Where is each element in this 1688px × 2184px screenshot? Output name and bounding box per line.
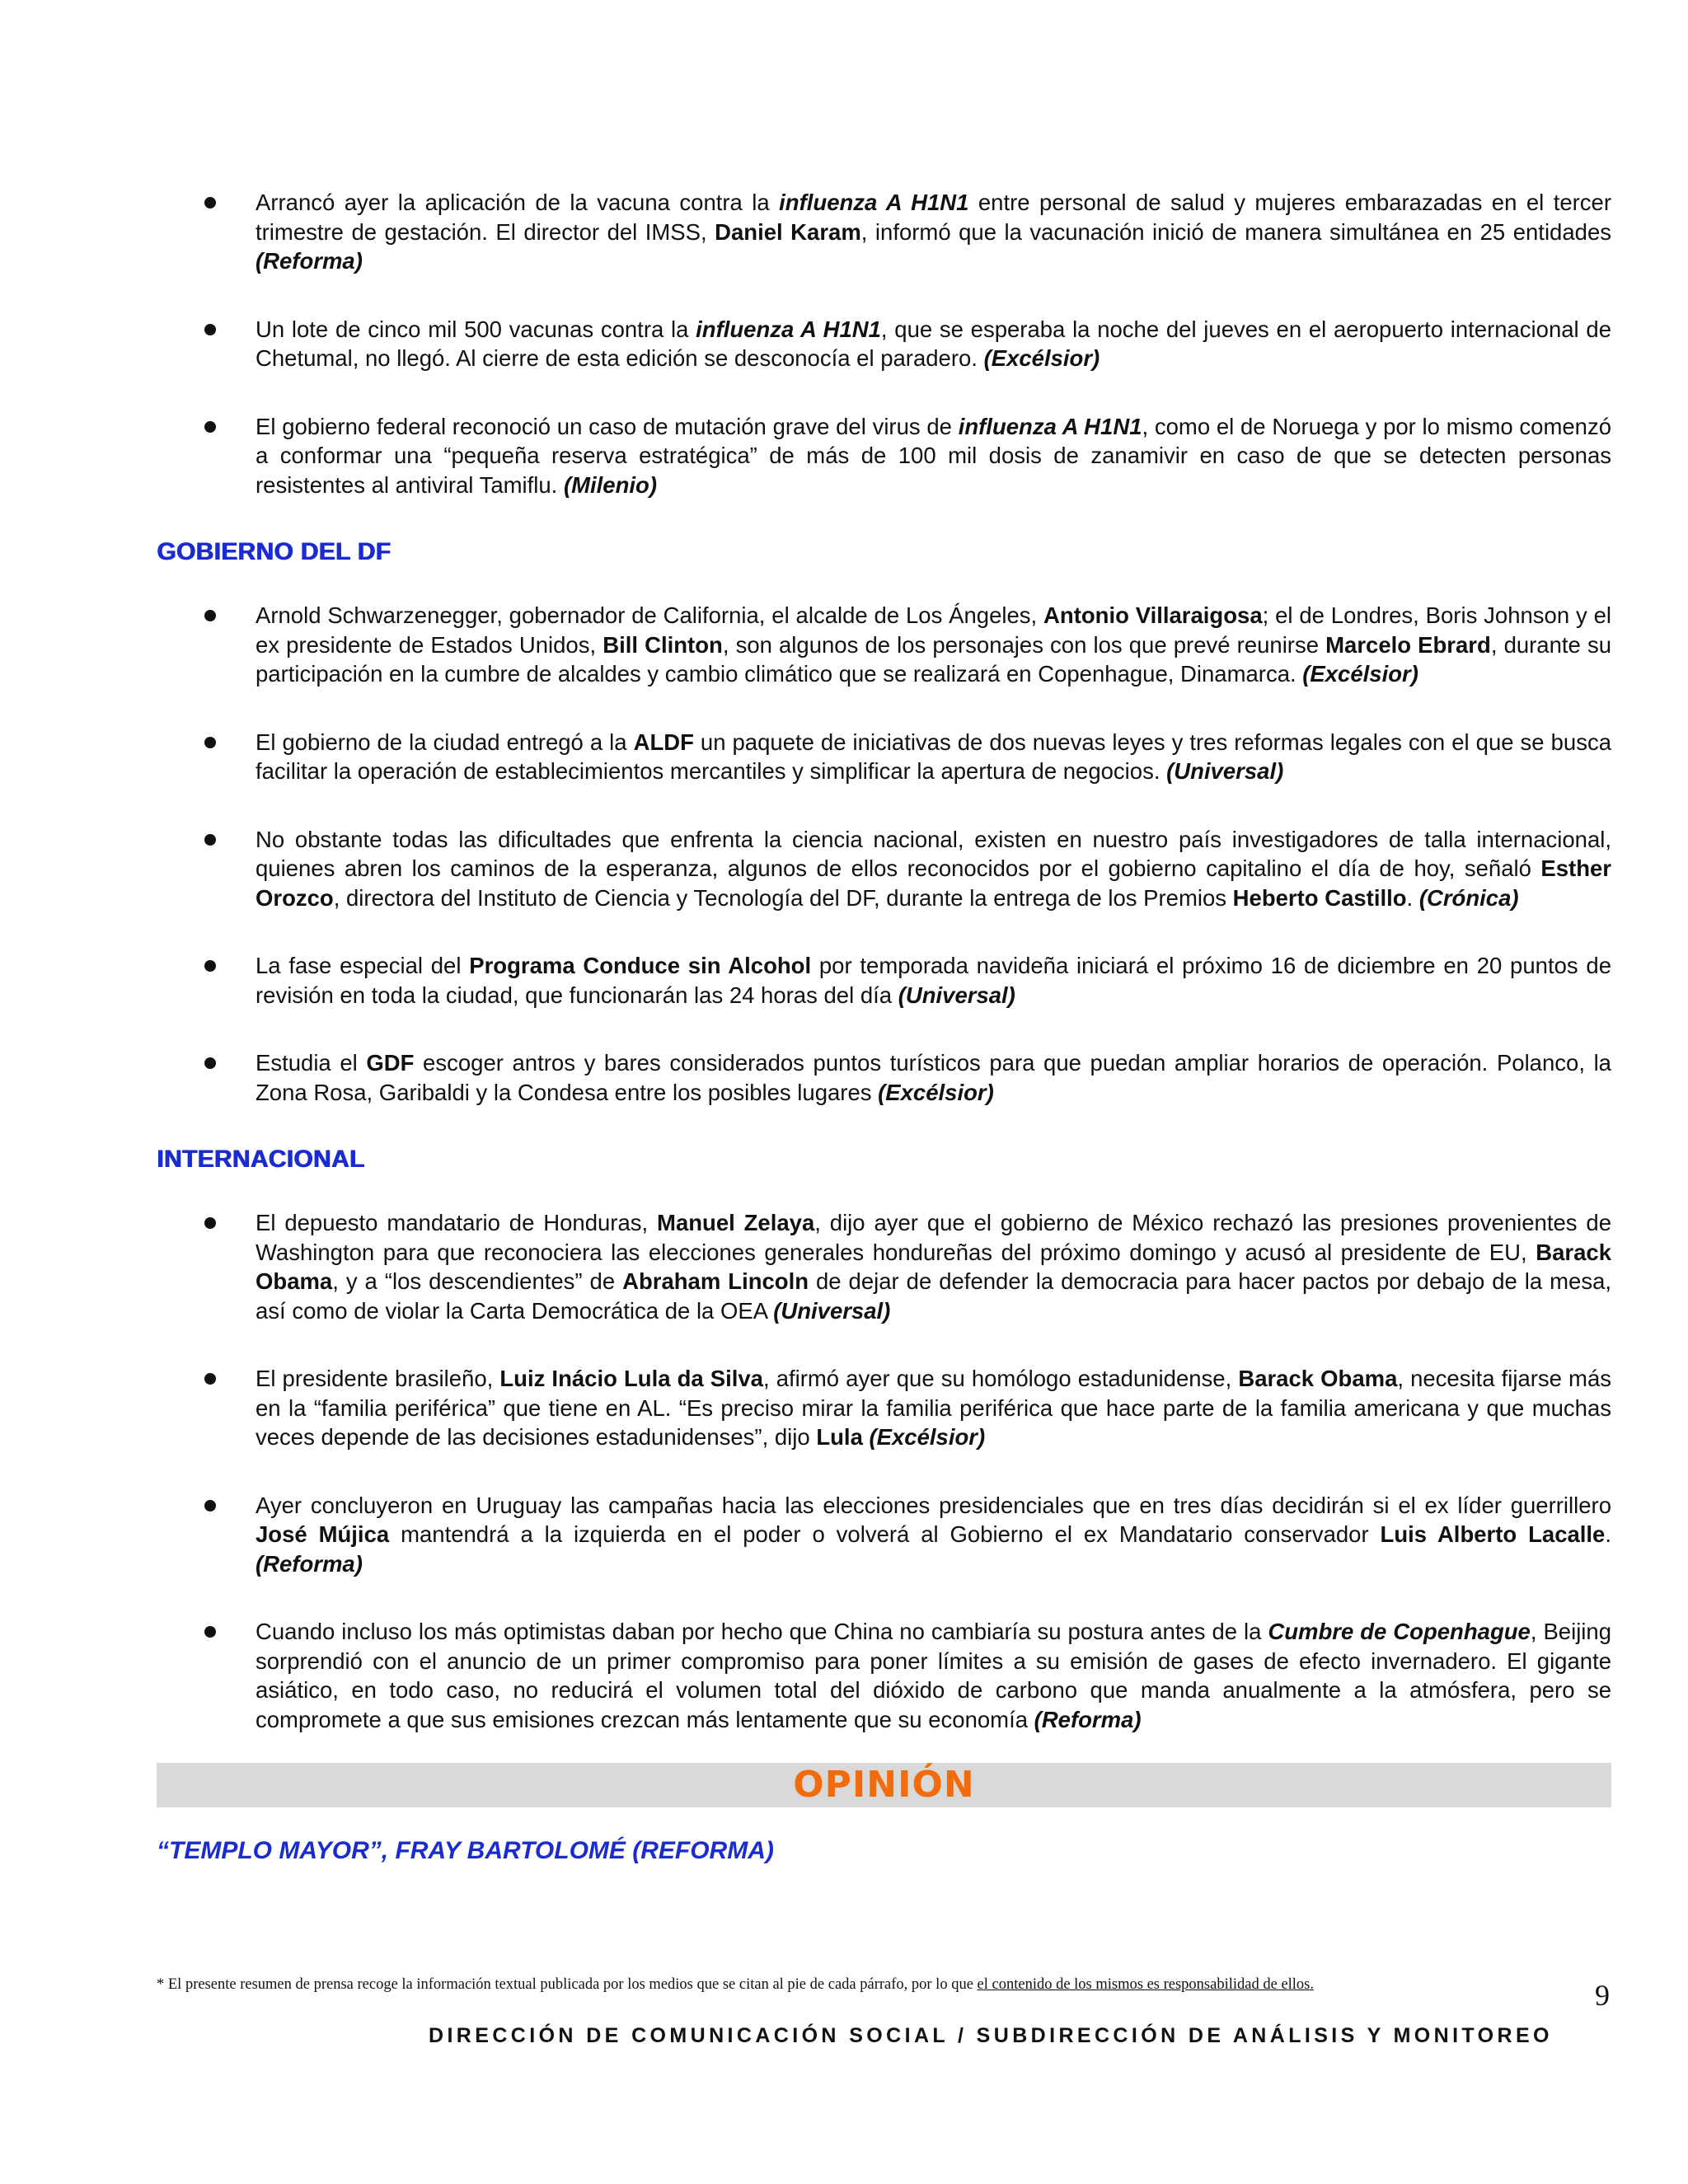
emphasis-text: Luis Alberto Lacalle bbox=[1380, 1521, 1606, 1547]
news-item bbox=[157, 1208, 1611, 1325]
emphasis-text: (Universal) bbox=[773, 1297, 891, 1324]
news-item bbox=[157, 1048, 1611, 1107]
news-item-text bbox=[256, 1617, 1611, 1734]
news-item-text bbox=[256, 412, 1611, 500]
emphasis-text: Barack Obama bbox=[1238, 1366, 1398, 1391]
emphasis-text: Programa Conduce sin Alcohol bbox=[469, 953, 812, 978]
emphasis-text: Daniel Karam bbox=[715, 218, 861, 245]
footnote-underlined: el contenido de los mismos es responsabilidad de ellos. bbox=[977, 1976, 1315, 1993]
news-item-text bbox=[256, 1364, 1611, 1452]
body-text: Un lote de cinco mil 500 vacunas contra la bbox=[256, 316, 696, 342]
body-text: , como el de Noruega y por lo mismo comenzó a conformar una “pequeña reserva estratégica” de más de 100 mil dosis de zanamivir en caso de que se detecten personas resistentes al antiviral Tamiflu. bbox=[256, 413, 1612, 498]
body-text: , Beijing sorprendió con el anuncio de un primer compromiso para poner límites a su emisión de gases de efecto invernadero. El gigante asiático, en todo caso, no reducirá el volumen total del dióxido de carbono que manda anualmente a la atmósfera, pero se compromete a que sus emisiones crezcan más lentamente que su economía bbox=[256, 1619, 1611, 1732]
emphasis-text: (Reforma) bbox=[1034, 1706, 1142, 1732]
body-text: El depuesto mandatario de Honduras, bbox=[256, 1210, 658, 1235]
news-item-text bbox=[256, 315, 1611, 373]
bullet-icon bbox=[204, 1626, 216, 1638]
bullet-icon bbox=[204, 1500, 216, 1511]
body-text: , que se esperaba la noche del jueves en el aeropuerto internacional de Chetumal, no llegó. Al cierre de esta edición se desconocía el paradero. bbox=[256, 316, 1611, 371]
bullet-icon bbox=[204, 737, 216, 748]
column-title: “TEMPLO MAYOR”, FRAY BARTOLOMÉ (REFORMA) bbox=[157, 1837, 774, 1864]
news-item-text bbox=[256, 1491, 1611, 1579]
body-text: , directora del Instituto de Ciencia y Tecnología del DF, durante la entrega de los Premios bbox=[333, 884, 1233, 911]
body-text: . bbox=[1605, 1521, 1611, 1547]
emphasis-text: ALDF bbox=[633, 729, 694, 755]
emphasis-text: Esther Orozco bbox=[256, 855, 1611, 911]
section-heading-gobierno-df: GOBIERNO DEL DF bbox=[157, 538, 391, 565]
body-text: Cuando incluso los más optimistas daban por hecho que China no cambiaría su postura antes de la bbox=[256, 1619, 1268, 1644]
news-item bbox=[157, 951, 1611, 1010]
emphasis-text: influenza A H1N1 bbox=[779, 190, 969, 215]
body-text: El gobierno federal reconoció un caso de mutación grave del virus de bbox=[256, 413, 959, 439]
emphasis-text: Luiz Inácio Lula da Silva bbox=[499, 1366, 763, 1391]
emphasis-text: influenza A H1N1 bbox=[958, 413, 1142, 439]
emphasis-text: Barack Obama bbox=[256, 1239, 1611, 1294]
body-text: , afirmó ayer que su homólogo estadunidense, bbox=[762, 1366, 1239, 1391]
body-text: , y a “los descendientes” de bbox=[332, 1268, 623, 1294]
emphasis-text: (Excélsior) bbox=[1302, 661, 1418, 687]
news-item-text bbox=[256, 188, 1611, 276]
news-summary bbox=[157, 188, 1611, 1865]
emphasis-text: Marcelo Ebrard bbox=[1325, 631, 1491, 658]
body-text: , informó que la vacunación inició de manera simultánea en 25 entidades bbox=[860, 218, 1611, 245]
news-list-top bbox=[157, 188, 1611, 499]
emphasis-text: (Reforma) bbox=[256, 1550, 363, 1577]
news-item-text bbox=[256, 601, 1611, 689]
emphasis-text: GDF bbox=[366, 1050, 415, 1076]
emphasis-text: (Reforma) bbox=[256, 248, 363, 274]
opinion-title: OPINIÓN bbox=[793, 1764, 975, 1806]
body-text: El gobierno de la ciudad entregó a la bbox=[256, 729, 634, 755]
news-item-text bbox=[256, 728, 1611, 786]
emphasis-text: influenza A H1N1 bbox=[696, 316, 881, 342]
bullet-icon bbox=[204, 610, 216, 621]
body-text: un paquete de iniciativas de dos nuevas leyes y tres reformas legales con el que se busca facilitar la operación de establecimientos mercantiles y simplificar la apertura de negocios. bbox=[256, 729, 1611, 784]
body-text: escoger antros y bares considerados puntos turísticos para que puedan ampliar horarios de operación. Polanco, la Zona Rosa, Garibaldi y la Condesa entre los posibles lugares bbox=[256, 1050, 1611, 1105]
emphasis-text: Lula bbox=[816, 1424, 863, 1450]
body-text: mantendrá a la izquierda en el poder o volverá al Gobierno el ex Mandatario conservador bbox=[389, 1521, 1381, 1547]
opinion-banner bbox=[157, 1763, 1611, 1807]
bullet-icon bbox=[204, 197, 216, 209]
body-text bbox=[863, 1424, 870, 1450]
emphasis-text: Abraham Lincoln bbox=[622, 1268, 809, 1294]
news-item-text bbox=[256, 951, 1611, 1010]
bullet-icon bbox=[204, 1373, 216, 1385]
footer-department: DIRECCIÓN DE COMUNICACIÓN SOCIAL / SUBDIRECCIÓN DE ANÁLISIS Y MONITOREO bbox=[429, 2024, 1553, 2047]
bullet-icon bbox=[204, 960, 216, 972]
news-item bbox=[157, 188, 1611, 276]
news-item bbox=[157, 728, 1611, 786]
emphasis-text: (Universal) bbox=[1166, 758, 1284, 784]
body-text: El presidente brasileño, bbox=[256, 1366, 500, 1391]
news-item bbox=[157, 1491, 1611, 1579]
news-item bbox=[157, 412, 1611, 500]
emphasis-text: (Excélsior) bbox=[869, 1424, 986, 1450]
emphasis-text: Manuel Zelaya bbox=[657, 1210, 815, 1235]
news-list-internacional bbox=[157, 1208, 1611, 1734]
news-item bbox=[157, 825, 1611, 913]
body-text: , durante su participación en la cumbre de alcaldes y cambio climático que se realizará en Copenhague, Dinamarca. bbox=[256, 631, 1611, 687]
page-number: 9 bbox=[1595, 1979, 1610, 2012]
news-item bbox=[157, 601, 1611, 689]
body-text: Estudia el bbox=[256, 1050, 367, 1076]
body-text: entre personal de salud y mujeres embarazadas en el tercer trimestre de gestación. El director del IMSS, bbox=[256, 190, 1612, 245]
emphasis-text: (Excélsior) bbox=[878, 1079, 994, 1105]
body-text: Arrancó ayer la aplicación de la vacuna contra la bbox=[256, 190, 780, 215]
bullet-icon bbox=[204, 421, 216, 433]
emphasis-text: (Excélsior) bbox=[983, 345, 1100, 371]
emphasis-text: Antonio Villaraigosa bbox=[1043, 602, 1263, 628]
body-text: de dejar de defender la democracia para hacer pactos por debajo de la mesa, así como de violar la Carta Democrática de la OEA bbox=[256, 1268, 1612, 1324]
section-heading-internacional: INTERNACIONAL bbox=[157, 1146, 365, 1173]
emphasis-text: (Crónica) bbox=[1418, 884, 1519, 911]
news-item-text bbox=[256, 825, 1611, 913]
body-text: por temporada navideña iniciará el próximo 16 de diciembre en 20 puntos de revisión en toda la ciudad, que funcionarán las 24 horas del día bbox=[256, 953, 1611, 1008]
body-text: La fase especial del bbox=[256, 953, 470, 978]
body-text: ; el de Londres, Boris Johnson y el ex presidente de Estados Unidos, bbox=[256, 602, 1611, 658]
footnote-text: * El presente resumen de prensa recoge la información textual publicada por los medios que se citan al pie de cada párrafo, por lo que bbox=[157, 1976, 978, 1993]
body-text: Ayer concluyeron en Uruguay las campañas hacia las elecciones presidenciales que en tres días decidirán si el ex líder guerrillero bbox=[256, 1492, 1611, 1518]
news-item bbox=[157, 315, 1611, 373]
news-item bbox=[157, 1364, 1611, 1452]
body-text: , son algunos de los personajes con los que prevé reunirse bbox=[722, 631, 1326, 658]
emphasis-text: Cumbre de Copenhague bbox=[1268, 1619, 1531, 1644]
body-text: Arnold Schwarzenegger, gobernador de California, el alcalde de Los Ángeles, bbox=[256, 602, 1044, 628]
emphasis-text: José Mújica bbox=[256, 1521, 390, 1547]
disclaimer-footnote bbox=[157, 1976, 1541, 1994]
body-text: , necesita fijarse más en la “familia periférica” que tiene en AL. “Es preciso mirar la familia periférica que hace parte de la familia americana y que muchas veces depende de las decisiones estadunidenses”, dijo bbox=[256, 1366, 1611, 1450]
body-text: , dijo ayer que el gobierno de México rechazó las presiones provenientes de Washington para que reconociera las elecciones generales hondureñas del próximo domingo y acusó al presidente de EU, bbox=[256, 1210, 1611, 1265]
emphasis-text: Bill Clinton bbox=[603, 631, 723, 658]
bullet-icon bbox=[204, 834, 216, 846]
news-item bbox=[157, 1617, 1611, 1734]
bullet-icon bbox=[204, 324, 216, 335]
news-list-df bbox=[157, 601, 1611, 1107]
emphasis-text: (Milenio) bbox=[563, 471, 657, 498]
emphasis-text: (Universal) bbox=[898, 982, 1015, 1008]
news-item-text bbox=[256, 1208, 1611, 1325]
bullet-icon bbox=[204, 1217, 216, 1229]
emphasis-text: Heberto Castillo bbox=[1232, 884, 1407, 911]
bullet-icon bbox=[204, 1057, 216, 1069]
news-item-text bbox=[256, 1048, 1611, 1107]
body-text: . bbox=[1406, 884, 1419, 911]
body-text: No obstante todas las dificultades que enfrenta la ciencia nacional, existen en nuestro país investigadores de talla internacional, quienes abren los caminos de la esperanza, algunos de ellos reconocidos por el gobierno capitalino el día de hoy, señaló bbox=[256, 826, 1611, 881]
